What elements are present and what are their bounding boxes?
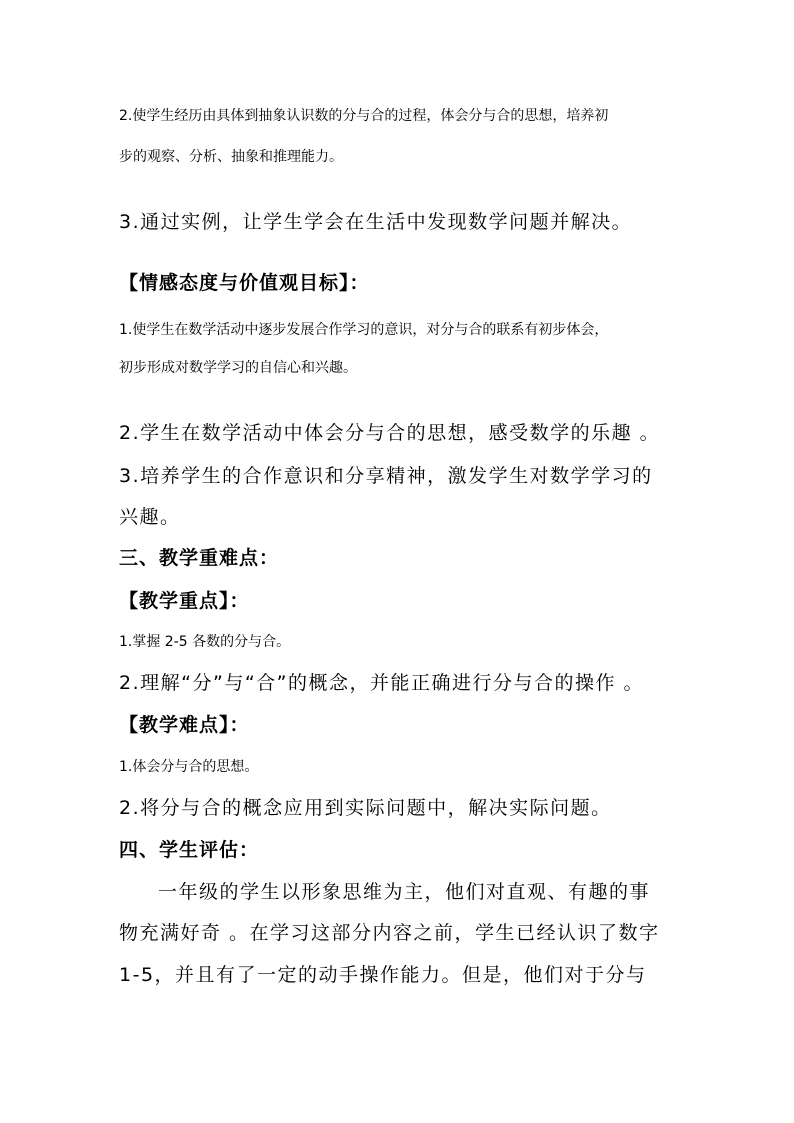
objective-2-line-2: 步的观察、分析、抽象和推理能力。 [119, 149, 343, 165]
key-point-2: 2.理解“分”与“合”的概念，并能正确进行分与合的操作 。 [119, 672, 645, 694]
heading-key-points: 【教学重点】： [119, 590, 250, 612]
difficult-point-2: 2.将分与合的概念应用到实际问题中，解决实际问题。 [119, 797, 612, 819]
heading-difficult-points: 【教学难点】： [119, 714, 250, 736]
key-point-1: 1.掌握 2-5 各数的分与合。 [119, 634, 291, 650]
difficult-point-1: 1.体会分与合的思想。 [119, 759, 259, 775]
heading-student-assessment: 四、学生评估： [119, 839, 260, 861]
emotion-goal-3-line-2: 兴趣。 [119, 506, 181, 528]
heading-key-difficult-points: 三、教学重难点： [119, 547, 280, 569]
assessment-line-1: 一年级的学生以形象思维为主，他们对直观、有趣的事 [158, 881, 651, 903]
objective-3: 3.通过实例，让学生学会在生活中发现数学问题并解决。 [119, 211, 633, 233]
heading-emotion-goals: 【情感态度与价值观目标】： [119, 272, 370, 294]
emotion-goal-1-line-1: 1.使学生在数学活动中逐步发展合作学习的意识，对分与合的联系有初步体会， [119, 322, 609, 338]
objective-2-line-1: 2.使学生经历由具体到抽象认识数的分与合的过程，体会分与合的思想，培养初 [119, 108, 609, 124]
emotion-goal-3-line-1: 3.培养学生的合作意识和分享精神，激发学生对数学学习的 [119, 465, 653, 487]
emotion-goal-2: 2.学生在数学活动中体会分与合的思想，感受数学的乐趣 。 [119, 422, 661, 444]
assessment-line-2: 物充满好奇 。在学习这部分内容之前，学生已经认识了数字 [119, 922, 660, 944]
emotion-goal-1-line-2: 初步形成对数学学习的自信心和兴趣。 [119, 360, 357, 376]
assessment-line-3: 1-5，并且有了一定的动手操作能力。但是，他们对于分与 [119, 964, 647, 986]
